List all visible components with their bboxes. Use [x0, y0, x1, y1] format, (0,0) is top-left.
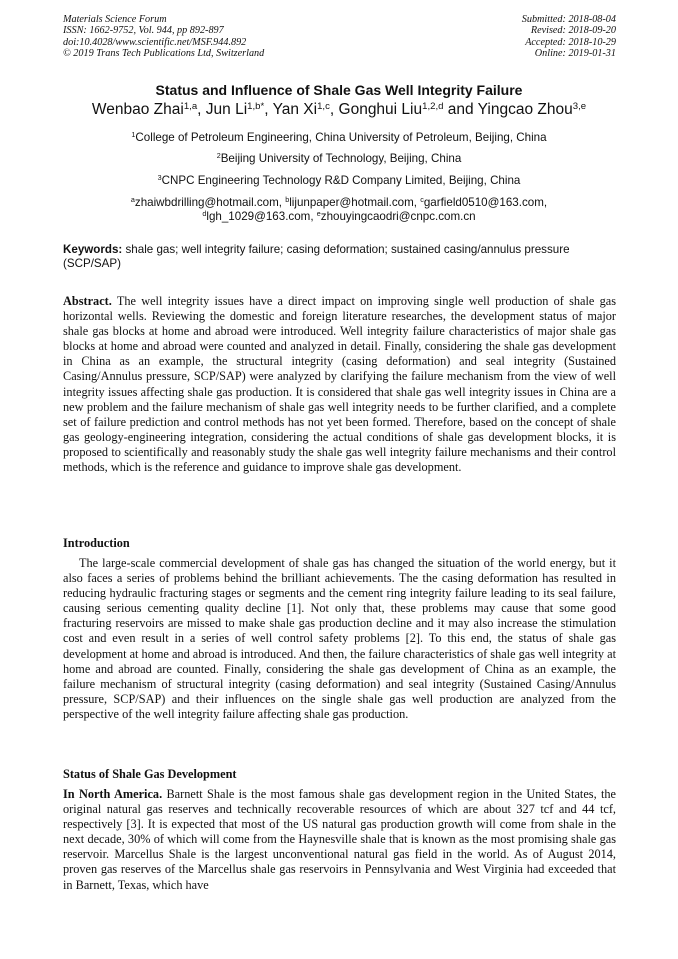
- affiliation-mark: 3: [157, 173, 162, 183]
- status-paragraph: [63, 787, 616, 893]
- email-address[interactable]: zhaiwbdrilling@hotmail.com,: [134, 196, 286, 209]
- section-heading-status: Status of Shale Gas Development: [63, 767, 237, 781]
- email-address[interactable]: lgh_1029@163.com,: [206, 210, 317, 223]
- submitted-date: Submitted: 2018-08-04: [521, 14, 616, 25]
- publication-info: [63, 14, 363, 59]
- keywords-label: Keywords:: [63, 243, 123, 256]
- affiliation-text: College of Petroleum Engineering, China University of Petroleum, Beijing, China: [135, 131, 547, 144]
- journal-name: Materials Science Forum: [63, 14, 167, 25]
- affiliation-text: Beijing University of Technology, Beijing, China: [220, 152, 462, 165]
- accepted-date: Accepted: 2018-10-29: [525, 36, 616, 48]
- email-mark: a: [130, 195, 135, 205]
- author-affiliation-mark: 1,2,d: [422, 100, 444, 112]
- section-heading-introduction: Introduction: [63, 536, 130, 550]
- email-address[interactable]: garfield0510@163.com,: [423, 196, 548, 209]
- copyright: © 2019 Trans Tech Publications Ltd, Switzerland: [63, 47, 265, 59]
- author-name: and Yingcao Zhou: [443, 101, 573, 118]
- author-affiliation-mark: 1,a: [183, 100, 198, 112]
- online-date: Online: 2019-01-31: [534, 47, 616, 59]
- abstract-label: Abstract.: [63, 294, 112, 308]
- affiliation-mark: 1: [131, 130, 136, 140]
- email-address[interactable]: lijunpaper@hotmail.com,: [289, 196, 421, 209]
- author-affiliation-mark: 1,b*: [247, 100, 265, 112]
- author-list: [0, 101, 678, 119]
- email-line-2: [0, 210, 678, 223]
- publication-dates: [416, 14, 616, 59]
- author-name: , Gonghui Liu: [329, 101, 423, 118]
- author-affiliation-mark: 1,c: [317, 100, 330, 112]
- email-mark: c: [420, 195, 424, 205]
- affiliation-text: CNPC Engineering Technology R&D Company Limited, Beijing, China: [161, 174, 521, 187]
- status-text: Barnett Shale is the most famous shale gas development region in the United States, the original natural gas reserves and technically recoverable resources of which are about 327 tcf and 44 tcf, respectively [3]. It is expected that most of the US natural gas production growth will come from shale in the next decade, 30% of which will come from the Haynesville shale that is known as the most promising shale gas reservoir. Marcellus Shale is the largest unconventional natural gas field in the world. As of August 2014, proven gas reserves of the Marcellus shale gas reservoirs in Pennsylvania and West Virginia had exceeded that in Barnett, Texas, which have: [63, 787, 616, 892]
- author-name: Wenbao Zhai: [91, 101, 184, 118]
- affiliation-3: [0, 174, 678, 187]
- author-name: , Yan Xi: [264, 101, 318, 118]
- abstract-text: The well integrity issues have a direct impact on improving single well production of shale gas horizontal wells. Reviewing the domestic and foreign literature researches, the development status of major shale gas blocks at home and abroad were introduced. Well integrity failure characteristics of major shale gas blocks at home and abroad were counted and analyzed in detail. Finally, considering the shale gas development in China as an example, the structural integrity (casing deformation) and seal integrity (Sustained Casing/Annulus pressure, SCP/SAP) were analyzed by clarifying the failure mechanism from the view of well integrity issues affecting shale gas production. It is considered that shale gas well integrity issues in China are a new problem and the failure mechanism of shale gas well integrity needs to be further clarified, and a complete set of failure prediction and control methods has not yet been formed. Therefore, based on the concept of shale gas geology-engineering integration, considering the actual conditions of shale gas development blocks, it is proposed to scientifically and reasonably study the shale gas well integrity failure mechanisms and their control methods, which is the reference and guidance to improve shale gas development.: [63, 294, 616, 475]
- abstract: [63, 294, 616, 475]
- email-line-1: [0, 196, 678, 209]
- affiliation-1: [0, 131, 678, 144]
- issn: ISSN: 1662-9752, Vol. 944, pp 892-897: [63, 25, 224, 37]
- subsection-lead: In North America.: [63, 787, 163, 801]
- revised-date: Revised: 2018-09-20: [530, 25, 616, 37]
- keywords-text: shale gas; well integrity failure; casing deformation; sustained casing/annulus pressure (SCP/SAP): [63, 243, 570, 270]
- affiliation-mark: 2: [216, 151, 221, 161]
- email-mark: e: [316, 209, 321, 219]
- author-affiliation-mark: 3,e: [572, 100, 587, 112]
- introduction-paragraph: The large-scale commercial development of shale gas has changed the situation of the world energy, but it also faces a series of problems behind the brilliant achievements. The the casing deformation has resulted in reducing hydraulic fracturing stages or segments and the cement ring integrity failure leading to its seal failure, causing serious cementing quality decline [1]. Not only that, these problems may cause that some good fracturing reservoirs are missed to make shale gas production decline and it may also increase the stimulation cost and even result in a series of well control safety problems [2]. To this end, the status of shale gas development at home and abroad is introduced. And then, the failure characteristics of shale gas well integrity at home and abroad are counted. Finally, considering the shale gas development of China as an example, the failure mechanism of structural integrity (casing deformation) and seal integrity (Sustained Casing/Annulus pressure, SCP/SAP) and their influences on the single shale gas well production are analyzed from the perspective of the well integrity failure affecting shale gas production.: [63, 556, 616, 721]
- email-mark: b: [285, 195, 290, 205]
- email-address[interactable]: zhouyingcaodri@cnpc.com.cn: [320, 210, 476, 223]
- paper-title: Status and Influence of Shale Gas Well Integrity Failure: [155, 82, 523, 98]
- keywords: [63, 243, 616, 271]
- affiliation-2: [0, 152, 678, 165]
- email-mark: d: [202, 209, 207, 219]
- author-name: , Jun Li: [197, 101, 248, 118]
- doi: doi:10.4028/www.scientific.net/MSF.944.892: [63, 36, 247, 48]
